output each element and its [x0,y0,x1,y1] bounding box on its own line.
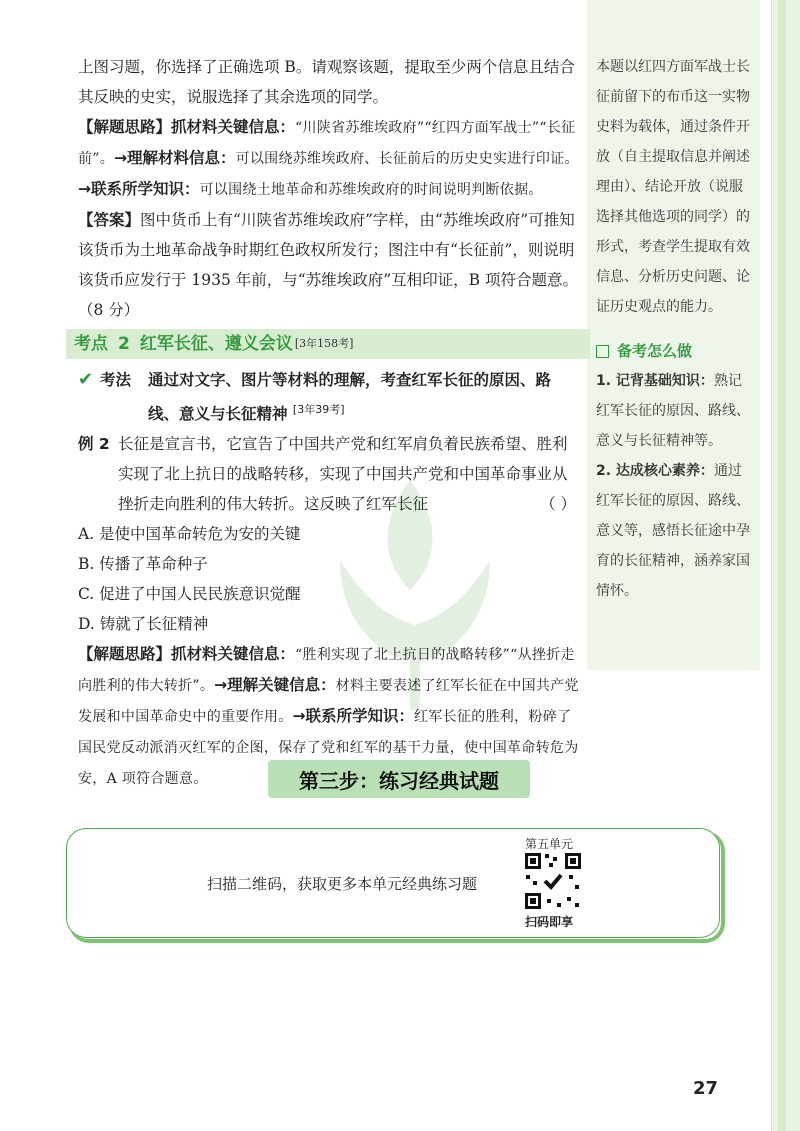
question-intro: 上图习题，你选择了正确选项 B。请观察该题，提取至少两个信息且结合其反映的史实，说服选择了其余选项的同学。 [78,58,575,106]
answer [78,205,580,325]
example-label: 例 2 [78,435,110,454]
method-text: 通过对文字、图片等材料的理解，考查红军长征的原因、路线、意义与长征精神 [148,371,552,424]
method-body [148,365,580,429]
hint2-understand-label: →理解关键信息： [214,676,336,695]
hint-key-text: “川陕省苏维埃政府”“红四方面军战士”“长征前”。 [78,120,576,167]
qr-description: 扫描二维码，获取更多本单元经典练习题 [207,875,478,893]
hint2-label: 【解题思路】 [78,645,172,664]
qr-code-icon[interactable] [523,851,583,911]
hint2-link-text: 红军长征的胜利，粉碎了国民党反动派消灭红军的企图，保存了党和红军的基干力量，使中国革命转危为安，A 项符合题意。 [78,709,579,788]
solution-hint [78,112,580,205]
option-c: C. 促进了中国人民民族意识觉醒 [78,585,301,604]
sidebar-intro: 本题以红四方面军战士长征前留下的布币这一实物史料为载体，通过条件开放（自主提取信息并阐述理由）、结论开放（说服选择其他选项的同学）的形式，考查学生提取有效信息、分析历史问题、论证历史观点的能力。 [596,59,750,315]
prep-title-text: 备考怎么做 [617,342,693,360]
example-text: 长征是宣言书，它宣告了中国共产党和红军肩负着民族希望、胜利实现了北上抗日的战略转移，实现了中国共产党和中国革命事业从挫折走向胜利的伟大转折。这反映了红军长征 [118,435,568,514]
qr-scan-label: 扫码即享 [525,915,574,929]
page-number: 27 [693,1078,719,1099]
hint-label: 【解题思路】 [78,118,172,136]
answer-label: 【答案】 [78,211,141,229]
checkbox-icon [596,345,609,358]
main-content [74,52,580,794]
section-frequency: [3年158考] [294,337,354,350]
section-title: 红军长征、遵义会议 [139,334,293,354]
page-edge-strip [771,0,800,1131]
hint2-understand-text: 材料主要表述了红军长征在中国共产党发展和中国革命史中的重要作用。 [78,678,579,726]
method-frequency: [3年39考] [292,403,345,416]
hint2-key-text: “胜利实现了北上抗日的战略转移”“从挫折走向胜利的伟大转折”。 [78,647,575,695]
prep-item-2-head: 2. 达成核心素养： [596,463,714,479]
qr-panel [66,828,720,938]
hint2-key-label: 抓材料关键信息： [171,645,296,664]
option-b: B. 传播了革命种子 [78,555,208,574]
section-number: 2 [118,334,130,354]
prep-item-2 [596,456,752,606]
hint2-link-label: →联系所学知识： [292,707,414,726]
qr-unit-label: 第五单元 [525,837,574,851]
option-d: D. 铸就了长征精神 [78,615,209,634]
answer-blank: （ ） [540,495,576,514]
section-header [66,329,590,359]
step-banner: 第三步：练习经典试题 [268,760,530,798]
hint-link-label: →联系所学知识： [78,180,200,198]
answer-text: 图中货币上有“川陕省苏维埃政府”字样，由“苏维埃政府”可推知该货币为土地革命战争时期红色政权所发行；图注中有“长征前”，则说明该货币应发行于 1935 年前，与“苏维埃政府”互相印证，B 项符合题意。（8 分） [78,211,578,319]
example-question [78,429,580,519]
method-label: 考法 [100,371,132,389]
hint-understand-label: →理解材料信息： [114,149,236,167]
prep-item-1-head: 1. 记背基础知识： [596,373,714,389]
prep-item-1 [596,366,752,456]
option-a: A. 是使中国革命转危为安的关键 [78,525,301,544]
prep-item-2-text: 通过红军长征的原因、路线、意义等，感悟长征途中孕育的长征精神，涵养家国情怀。 [596,463,750,599]
sidebar-notes [596,52,752,606]
hint-key-label: 抓材料关键信息： [171,118,296,136]
check-icon: ✔ [78,369,94,390]
prep-title [596,336,752,366]
example-body [118,429,580,519]
hint-understand-text: 可以围绕苏维埃政府、长征前后的历史史实进行印证。 [235,151,579,167]
hint-link-text: 可以围绕土地革命和苏维埃政府的时间说明判断依据。 [199,182,543,198]
method-row [78,365,580,429]
section-tag: 考点 [74,334,108,354]
prep-item-1-text: 熟记红军长征的原因、路线、意义与长征精神等。 [596,373,750,449]
